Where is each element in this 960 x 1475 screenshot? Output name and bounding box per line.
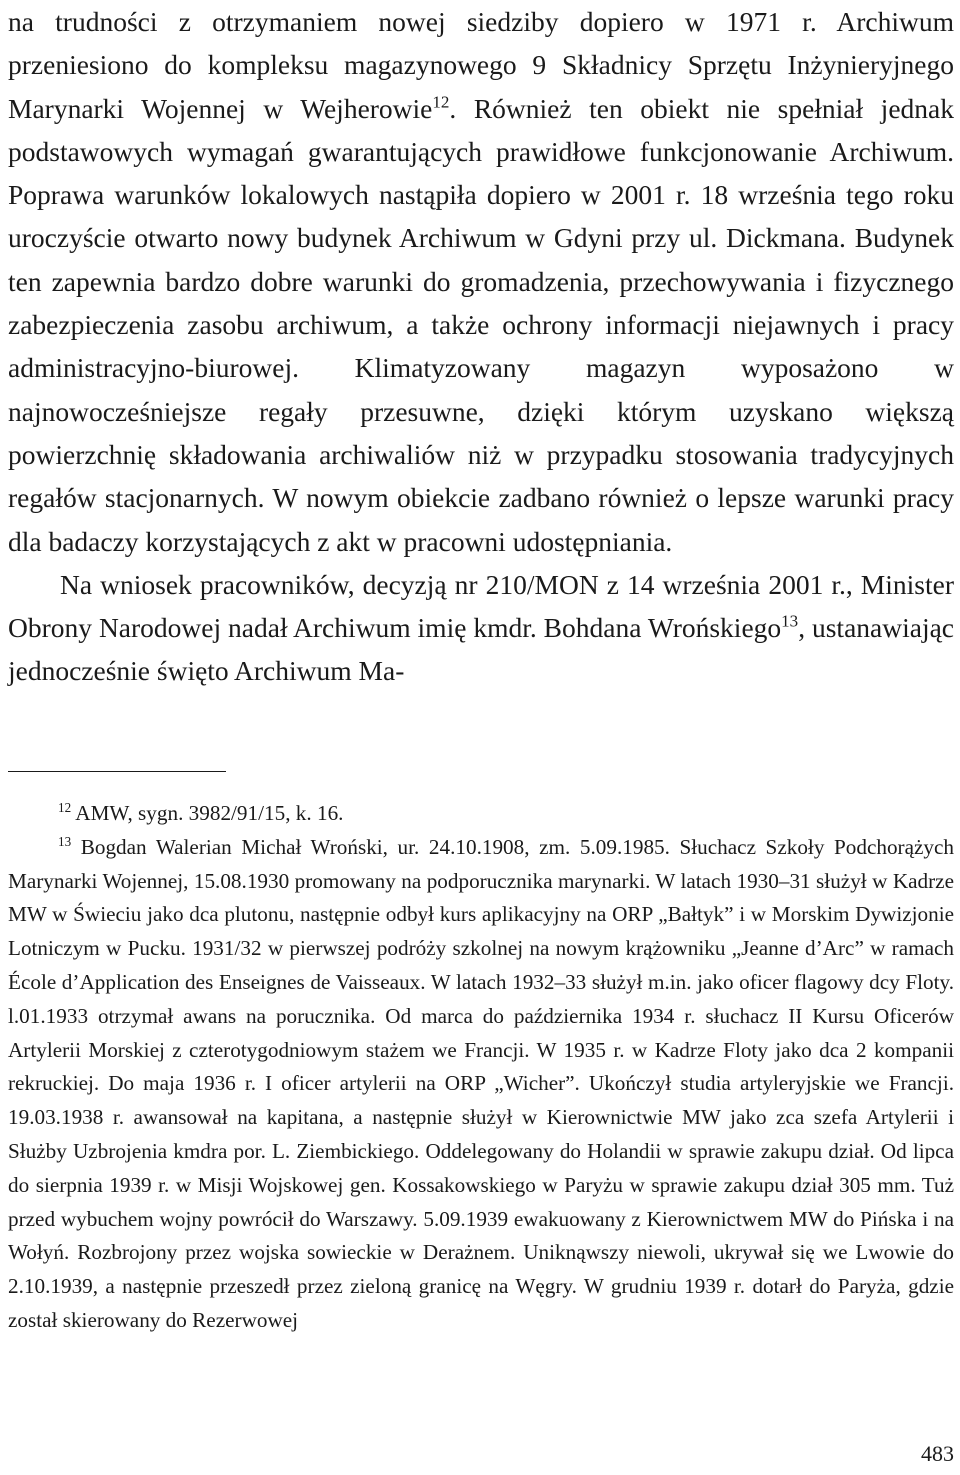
footnote-marker: 13: [58, 833, 72, 849]
footnote-12: [8, 797, 954, 831]
footnotes: [8, 797, 954, 1338]
paragraph: [8, 563, 954, 693]
footnote-ref-13[interactable]: 13: [781, 611, 799, 631]
paragraph-text: , ustanawiając jednocześnie święto Archiwum Ma-: [8, 612, 954, 687]
footnote-marker: 12: [58, 799, 72, 815]
footnote-13: [8, 831, 954, 1338]
paragraph-text: na trudności z otrzymaniem nowej siedziby dopiero w 1971 r. Archiwum przeniesiono do kompleksu magazynowego 9 Składnicy Sprzętu Inżynieryjnego Marynarki Wojennej w Wejherowie: [8, 6, 954, 124]
document-page: [8, 0, 954, 1475]
paragraph-text: Na wniosek pracowników, decyzją nr 210/MON z 14 września 2001 r., Minister Obrony Narodowej nadał Archiwum imię kmdr. Bohdana Wrońskiego: [8, 568, 954, 644]
page-number: 483: [921, 1441, 954, 1466]
main-text: [8, 0, 954, 693]
footnote-text: AMW, sygn. 3982/91/15, k. 16.: [75, 801, 344, 825]
paragraph: [8, 0, 954, 563]
footnote-ref-12[interactable]: 12: [432, 92, 450, 112]
footnote-text: Bogdan Walerian Michał Wroński, ur. 24.10.1908, zm. 5.09.1985. Słuchacz Szkoły Podchorążych Marynarki Wojennej, 15.08.1930 promowany na podporucznika marynarki. W latach 1930–31 służył w Kadrze MW w Świeciu jako dca plutonu, następnie odbył kurs aplikacyjny na ORP „Bałtyk” i w Morskim Dywizjonie Lotniczym w Pucku. 1931/32 w pierwszej podróży szkolnej na nowym krążowniku „Jeanne d’Arc” w ramach École d’Application des Enseignes de Vaisseaux. W latach 1932–33 służył m.in. jako oficer flagowy dcy Floty. l.01.1933 otrzymał awans na porucznika. Od marca do października 1934 r. słuchacz II Kursu Oficerów Artylerii Morskiej z czterotygodniowym stażem we Francji. W 1935 r. w Kadrze Floty jako dca 2 kompanii rekruckiej. Do maja 1936 r. I oficer artylerii na ORP „Wicher”. Ukończył studia artyleryjskie we Francji. 19.03.1938 r. awansował na kapitana, a następnie służył w Kierownictwie MW jako zca szefa Artylerii i Służby Uzbrojenia kmdra por. L. Ziembickiego. Oddelegowany do Holandii w sprawie zakupu dział. Od lipca do sierpnia 1939 r. w Misji Wojskowej gen. Kossakowskiego w Paryżu w sprawie zakupu dział 305 mm. Tuż przed wybuchem wojny powrócił do Warszawy. 5.09.1939 ewakuowany z Kierownictwem MW do Pińska i na Wołyń. Rozbrojony przez wojska sowieckie w Derażnem. Uniknąwszy niewoli, ukrywał się we Lwowie do 2.10.1939, a następnie przeszedł przez zieloną granicę na Węgry. W grudniu 1939 r. dotarł do Paryża, gdzie został skierowany do Rezerwowej: [8, 834, 955, 1332]
paragraph-text: . Również ten obiekt nie spełniał jednak podstawowych wymagań gwarantujących prawidłowe funkcjonowanie Archiwum. Poprawa warunków lokalowych nastąpiła dopiero w 2001 r. 18 września tego roku uroczyście otwarto nowy budynek Archiwum w Gdyni przy ul. Dickmana. Budynek ten zapewnia bardzo dobre warunki do gromadzenia, przechowywania i fizycznego zabezpieczenia zasobu archiwum, a także ochrony informacji niejawnych i pracy administracyjno-biurowej. Klimatyzowany magazyn wyposażono w najnowocześniejsze regały przesuwne, dzięki którym uzyskano większą powierzchnię składowania archiwaliów niż w przypadku stosowania tradycyjnych regałów stacjonarnych. W nowym obiekcie zadbano również o lepsze warunki pracy dla badaczy korzystających z akt w pracowni udostępniania.: [8, 92, 954, 557]
footnote-separator: [8, 771, 226, 772]
